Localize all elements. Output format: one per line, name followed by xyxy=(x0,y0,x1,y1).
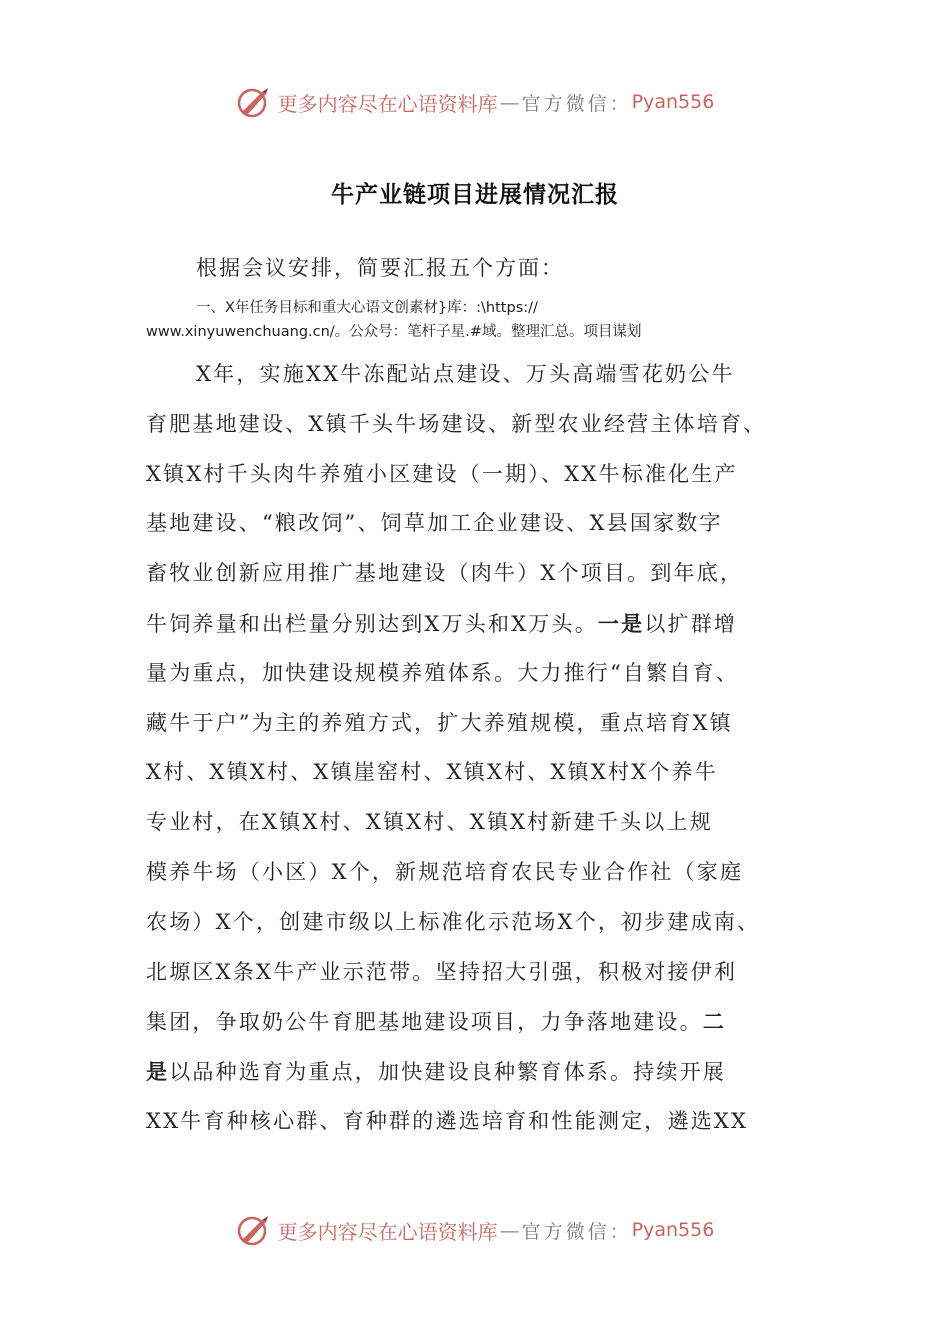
body-text-line xyxy=(146,1097,846,1147)
pen-logo-icon xyxy=(236,1212,272,1248)
body-text-run: X村、X镇X村、X镇崖窑村、X镇X村、X镇X村X个养牛 xyxy=(146,760,718,785)
body-text-line xyxy=(146,848,846,898)
body-text-run: 畜牧业创新应用推广基地建设（肉牛）X个项目。到年底， xyxy=(146,561,744,586)
body-text-line xyxy=(146,997,846,1047)
body-text-run: 以扩群增 xyxy=(644,611,738,636)
body-text-line xyxy=(146,898,846,948)
pen-logo-icon xyxy=(236,84,272,120)
body-text-run: 专业村，在X镇X村、X镇X村、X镇X村新建千头以上规 xyxy=(146,810,713,835)
emphasis-text: 一是 xyxy=(597,610,645,636)
body-text-line xyxy=(146,599,846,649)
body-text-run: 模养牛场（小区）X个，新规范培育农民专业合作社（家庭 xyxy=(146,859,744,884)
banner-text: 更多内容尽在心语资料库 xyxy=(277,91,498,116)
body-text-line xyxy=(146,350,846,400)
body-text-run: 集团，争取奶公牛育肥基地建设项目，力争落地建设。 xyxy=(146,1010,703,1035)
emphasis-text: 二 xyxy=(702,1009,727,1035)
section-heading-note-line-1: 一、X年任务目标和重大心语文创素材}库：:\https:// xyxy=(196,300,538,316)
body-text-line xyxy=(146,699,846,749)
banner-dash: — xyxy=(499,1218,520,1242)
body-text-run: 育肥基地建设、X镇千头牛场建设、新型农业经营主体培育、 xyxy=(146,411,767,436)
body-text-run: 农场）X个，创建市级以上标准化示范场X个，初步建成南、 xyxy=(146,909,761,934)
body-text-line xyxy=(146,748,846,798)
body-text-line xyxy=(146,549,846,599)
body-text-run: X年，实施XX牛冻配站点建设、万头高端雪花奶公牛 xyxy=(196,362,735,386)
body-text-run: 以品种选育为重点，加快建设良种繁育体系。持续开展 xyxy=(169,1060,727,1085)
body-text-line xyxy=(146,499,846,549)
lead-paragraph: 根据会议安排，简要汇报五个方面： xyxy=(196,256,564,280)
emphasis-text: 是 xyxy=(146,1059,170,1085)
header-watermark-banner xyxy=(0,80,950,124)
body-paragraph xyxy=(146,350,846,1147)
body-text-line xyxy=(146,450,846,500)
section-heading-note-line-2: www.xinyuwenchuang.cn/。公众号：笔杆子星.#域。整理汇总。项目谋划 xyxy=(146,324,642,340)
banner-text: 更多内容尽在心语资料库 xyxy=(277,1219,498,1244)
document-title: 牛产业链项目进展情况汇报 xyxy=(331,182,619,208)
body-text-line xyxy=(146,400,846,450)
body-text-run: X镇X村千头肉牛养殖小区建设（一期）、XX牛标准化生产 xyxy=(146,461,738,486)
banner-wechat-id: Pyan556 xyxy=(631,1219,715,1241)
body-text-line xyxy=(146,948,846,998)
body-text-run: 牛饲养量和出栏量分别达到X万头和X万头。 xyxy=(146,611,598,636)
body-text-run: 量为重点，加快建设规模养殖体系。大力推行“自繁自育、 xyxy=(146,660,739,685)
banner-wechat-id: Pyan556 xyxy=(631,91,715,113)
body-text-run: XX牛育种核心群、育种群的遴选培育和性能测定，遴选XX xyxy=(146,1108,749,1133)
body-text-run: 藏牛于户”为主的养殖方式，扩大养殖规模，重点培育X镇 xyxy=(146,710,733,735)
body-text-run: 北塬区X条X牛产业示范带。坚持招大引强，积极对接伊利 xyxy=(146,959,738,984)
footer-watermark-banner xyxy=(0,1208,950,1252)
banner-wechat-label: 官方微信： xyxy=(521,1220,632,1243)
banner-wechat-label: 官方微信： xyxy=(521,92,632,115)
body-text-run: 基地建设、“粮改饲”、饲草加工企业建设、X县国家数字 xyxy=(146,511,723,536)
body-text-line xyxy=(146,1047,846,1097)
banner-dash: — xyxy=(499,90,520,114)
body-text-line xyxy=(146,649,846,699)
body-text-line xyxy=(146,798,846,848)
